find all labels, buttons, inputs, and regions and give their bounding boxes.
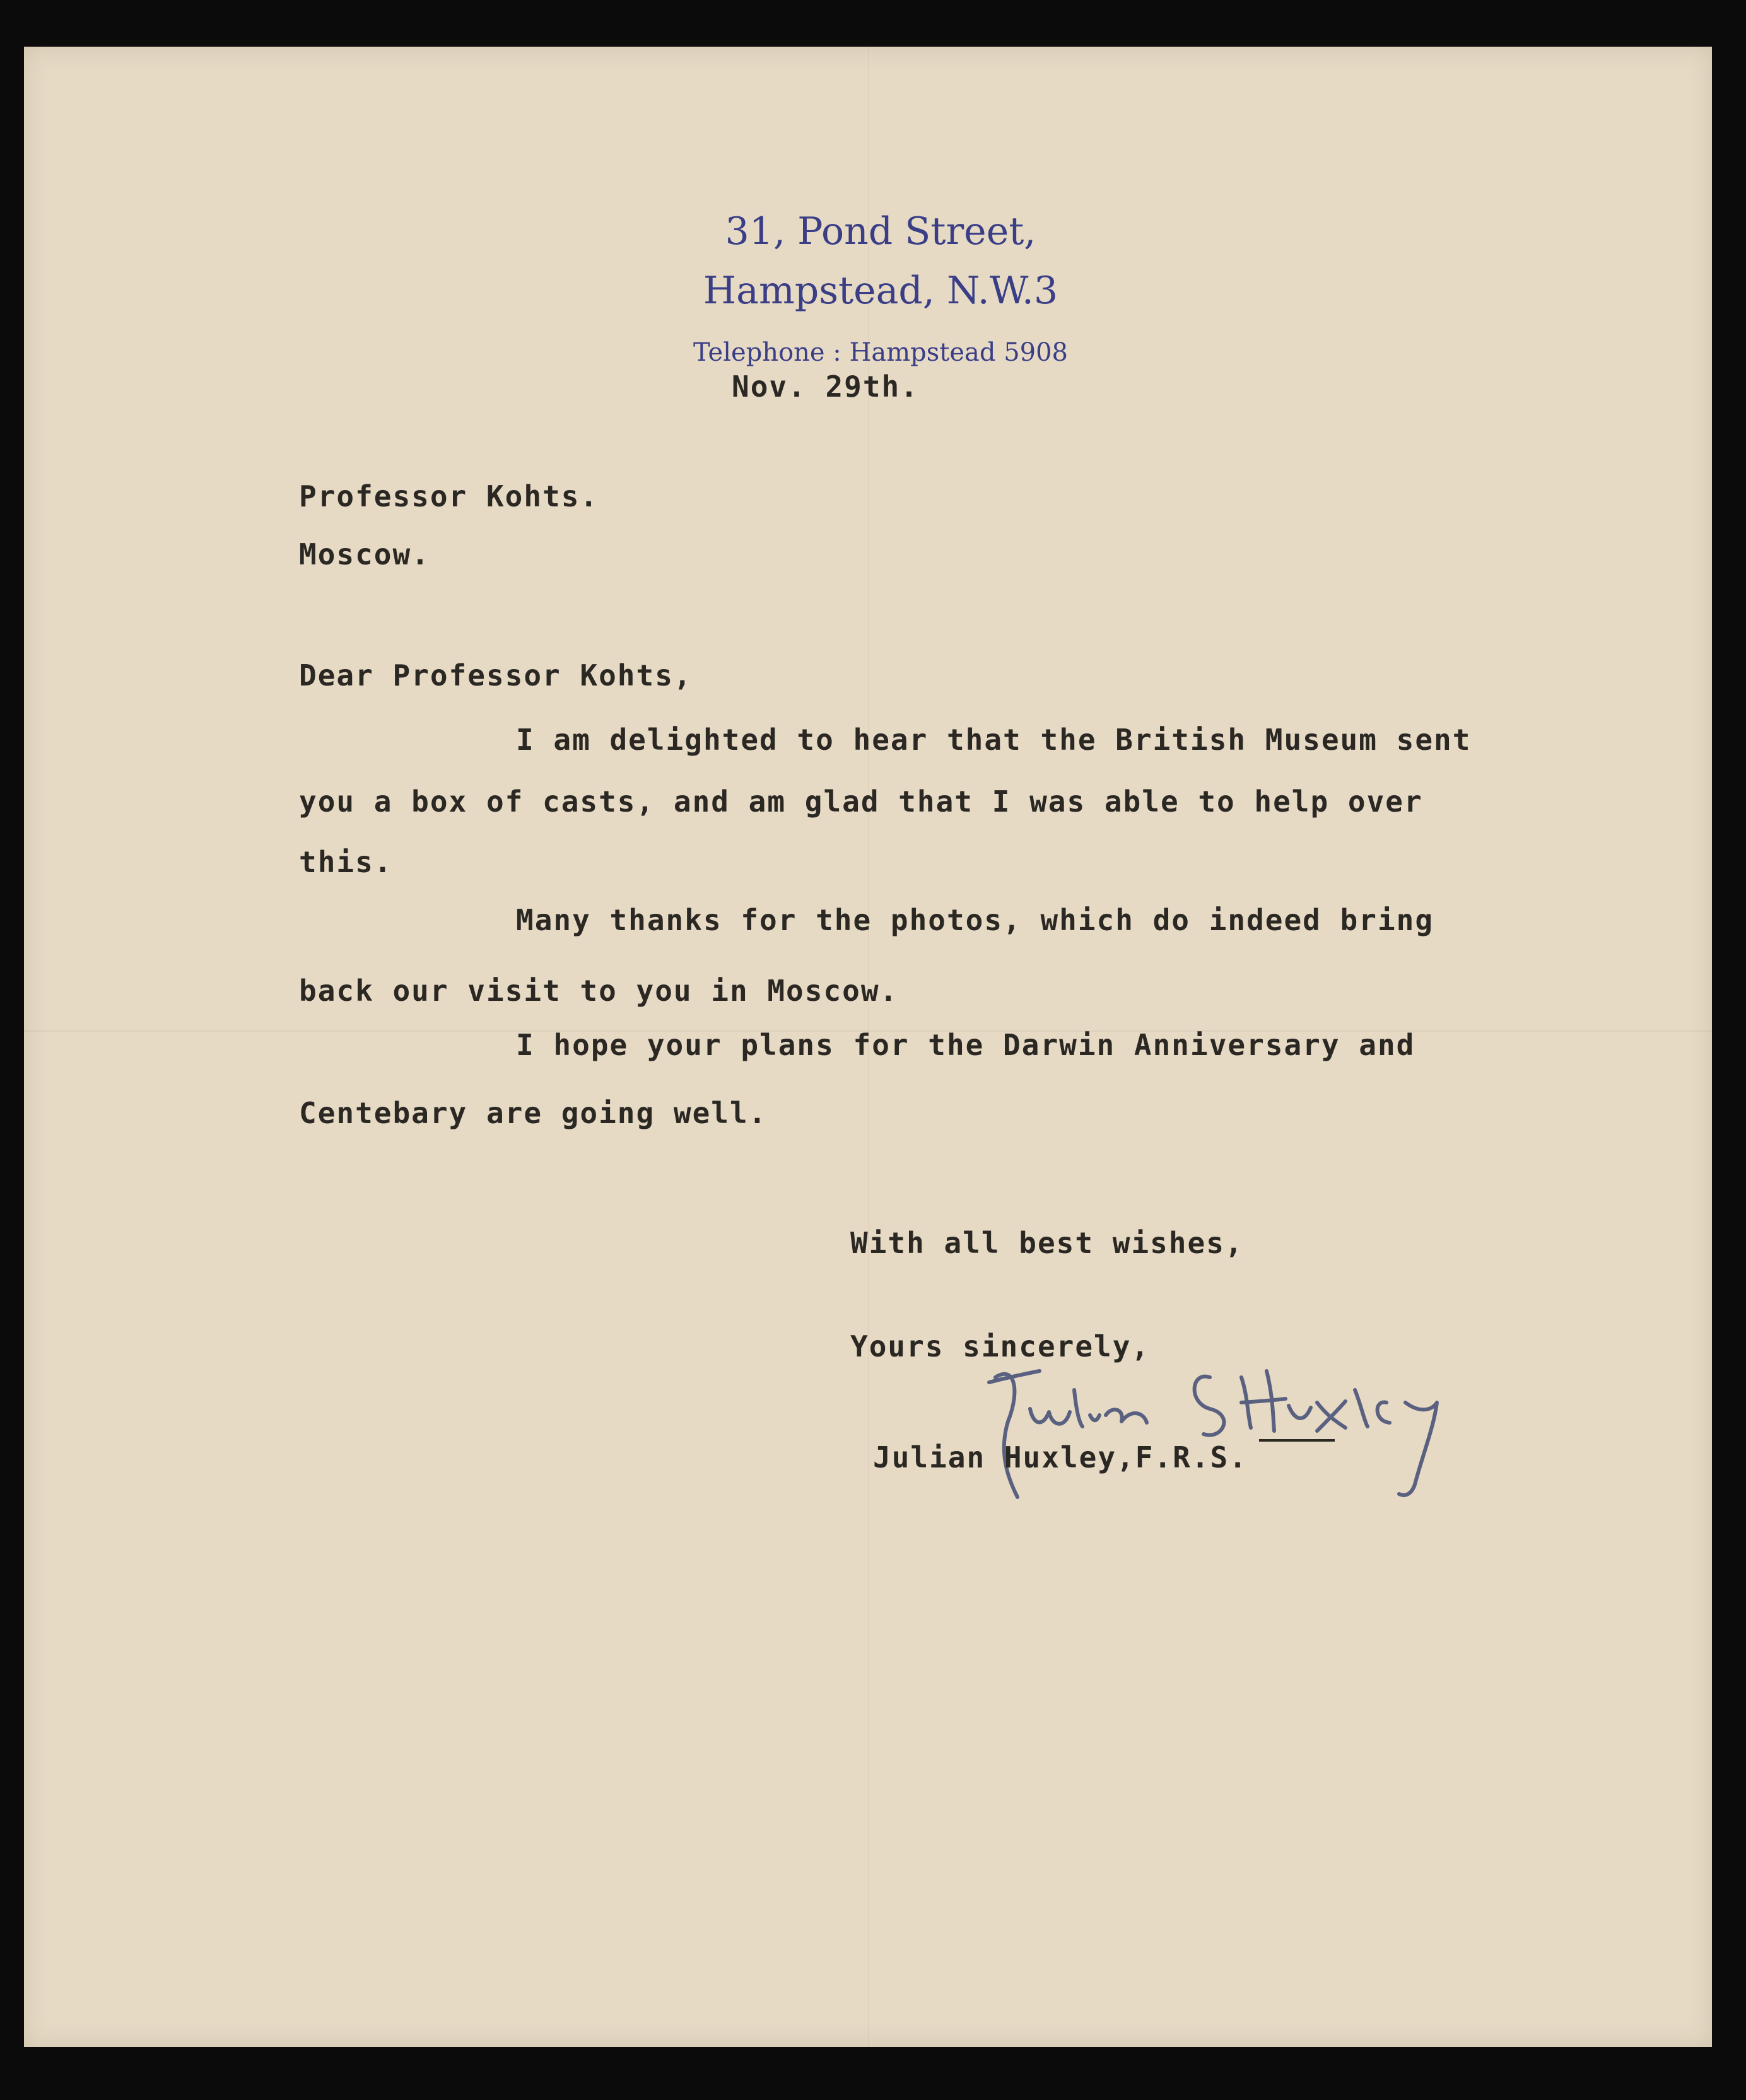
closing-sincerely: Yours sincerely, [850,1329,1151,1363]
body-line: I am delighted to hear that the British Museum sent [516,723,1472,757]
recipient-name: Professor Kohts. [299,479,599,513]
body-line: back our visit to you in Moscow. [299,974,899,1008]
closing-wishes: With all best wishes, [850,1226,1244,1260]
body-line: Many thanks for the photos, which do indeed bring [516,903,1434,937]
letterhead-address-line1: 31, Pond Street, [725,209,1036,254]
letterhead-address-line2: Hampstead, N.W.3 [703,269,1058,313]
letter-sheet [24,47,1712,2047]
salutation: Dear Professor Kohts, [299,658,693,692]
letterhead-telephone: Telephone : Hampstead 5908 [693,338,1068,367]
typed-signatory-name: Julian Huxley,F.R.S. [873,1440,1248,1474]
letter-date: Nov. 29th. [732,370,919,404]
signature-underline [1259,1439,1335,1442]
handwritten-signature [970,1352,1487,1522]
recipient-city: Moscow. [299,537,430,571]
body-line: this. [299,845,393,879]
body-line: you a box of casts, and am glad that I was able to help over [299,785,1423,819]
body-line: I hope your plans for the Darwin Anniversary and [516,1028,1415,1062]
body-line: Centebary are going well. [299,1096,768,1130]
